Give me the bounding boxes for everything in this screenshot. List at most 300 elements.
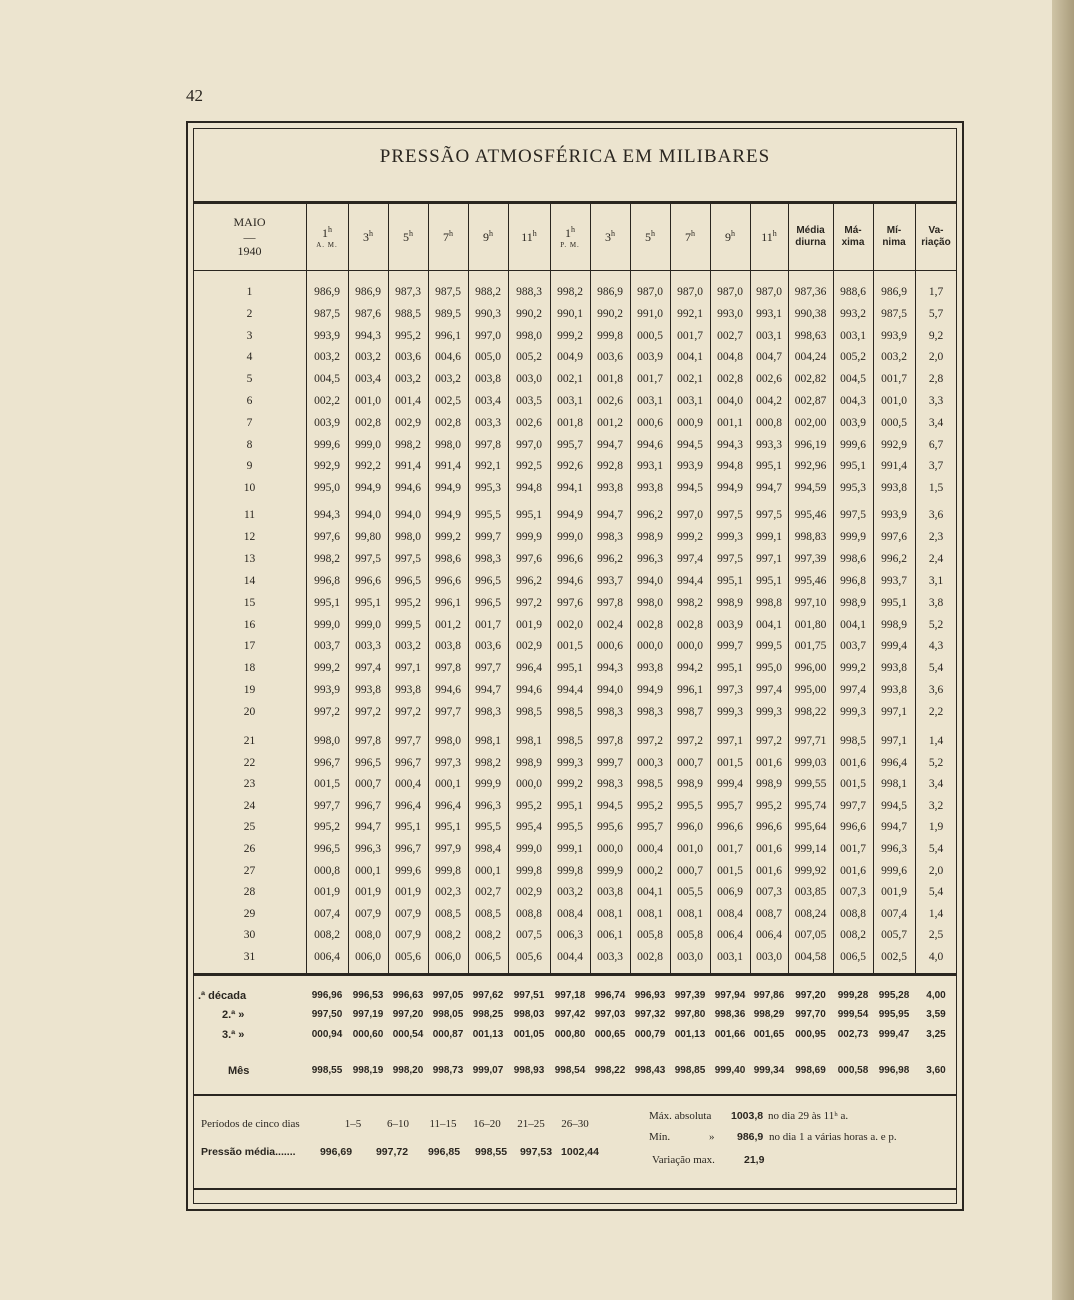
- table-cell: 995,1: [355, 596, 381, 609]
- header-month-year: [193, 204, 306, 270]
- table-cell: 005,8: [677, 929, 703, 942]
- table-cell: 005,6: [516, 951, 542, 963]
- table-cell: 001,6: [840, 756, 866, 769]
- table-cell: 997,5: [756, 509, 782, 521]
- table-cell: 993,9: [314, 684, 340, 697]
- table-cell: 999,92: [794, 864, 827, 877]
- min-abs-value: 986,9: [737, 1131, 764, 1143]
- table-cell: 003,0: [677, 951, 703, 963]
- min-ditto: »: [709, 1131, 715, 1143]
- table-cell: 998,22: [794, 706, 827, 719]
- table-cell: 995,2: [314, 821, 340, 834]
- period-range: 26–30: [561, 1118, 589, 1130]
- table-cell: 003,3: [475, 416, 501, 429]
- table-cell: 003,8: [475, 373, 501, 386]
- table-cell: 996,6: [756, 821, 782, 834]
- period-mean-pressure: 996,69: [319, 1146, 353, 1158]
- table-cell: 998,9: [840, 596, 866, 609]
- table-cell: 987,3: [395, 286, 421, 298]
- header-hour-mark: h: [611, 229, 615, 239]
- table-cell: 998,5: [516, 706, 542, 719]
- table-cell: 998,3: [475, 706, 501, 719]
- table-cell: 998,63: [794, 329, 827, 342]
- table-cell: 992,9: [881, 438, 907, 451]
- table-cell: 992,5: [516, 460, 542, 473]
- table-cell: 998,9: [516, 756, 542, 769]
- table-cell: 002,5: [435, 395, 461, 407]
- table-cell: 008,8: [516, 907, 542, 920]
- table-cell: 002,3: [435, 886, 461, 899]
- row-day: 18: [243, 662, 256, 675]
- header-hour-number: 1: [322, 226, 328, 241]
- table-cell: 005,2: [516, 351, 542, 364]
- table-cell: 006,3: [557, 929, 583, 942]
- table-cell: 996,6: [717, 821, 743, 834]
- table-cell: 990,2: [597, 307, 623, 320]
- header-media-diurna: Média diurna: [795, 225, 826, 248]
- table-cell: 001,6: [756, 843, 782, 855]
- table-cell: 3,4: [928, 416, 944, 429]
- table-cell: 991,4: [395, 460, 421, 473]
- period-range: 11–15: [429, 1118, 457, 1130]
- header-hour-value: [443, 229, 453, 244]
- table-cell: 008,2: [435, 929, 461, 942]
- table-cell: 003,9: [314, 416, 340, 429]
- table-cell: 993,7: [597, 574, 623, 587]
- table-cell: 997,4: [677, 552, 703, 565]
- table-cell: 997,1: [756, 552, 782, 565]
- table-cell: 002,9: [516, 886, 542, 899]
- table-cell: 001,8: [597, 373, 623, 386]
- table-cell: 997,1: [395, 662, 421, 675]
- row-day: 11: [243, 509, 256, 521]
- row-day: 16: [243, 618, 256, 631]
- table-cell: 002,6: [597, 395, 623, 407]
- table-cell: 008,0: [355, 929, 381, 942]
- summary-cell: 000,95: [795, 1029, 826, 1040]
- header-month: MAIO: [233, 215, 266, 230]
- table-cell: 988,2: [475, 286, 501, 298]
- table-cell: 986,9: [355, 286, 381, 298]
- table-cell: 995,74: [794, 799, 827, 812]
- table-cell: 003,2: [557, 886, 583, 899]
- table-cell: 004,58: [794, 951, 827, 963]
- table-cell: 999,6: [314, 438, 340, 451]
- table-cell: 994,6: [435, 684, 461, 697]
- summary-cell: 998,25: [472, 1009, 504, 1020]
- header-hour-5: [468, 204, 508, 270]
- table-cell: 999,0: [355, 618, 381, 631]
- table-cell: 002,7: [717, 329, 743, 342]
- period-mean-pressure: 997,53: [519, 1146, 553, 1158]
- table-cell: 997,5: [717, 552, 743, 565]
- summary-cell: 996,74: [594, 990, 626, 1001]
- footer-rule: [193, 1188, 957, 1190]
- table-cell: 001,8: [557, 416, 583, 429]
- table-cell: 995,5: [677, 799, 703, 812]
- max-abs-value: 1003,8: [731, 1110, 764, 1122]
- table-cell: 998,5: [840, 735, 866, 747]
- table-cell: 997,7: [395, 735, 421, 747]
- header-hour-mark: h: [691, 229, 695, 239]
- table-cell: 003,7: [840, 640, 866, 653]
- summary-cell: 998,43: [634, 1065, 666, 1076]
- header-hour-period: P. M.: [560, 240, 580, 249]
- table-cell: 997,2: [355, 706, 381, 719]
- table-cell: 995,00: [794, 684, 827, 697]
- table-cell: 994,0: [395, 509, 421, 521]
- table-cell: 001,5: [717, 756, 743, 769]
- summary-cell: 998,05: [432, 1009, 464, 1020]
- table-cell: 001,2: [435, 618, 461, 631]
- table-cell: 1,4: [928, 907, 944, 920]
- table-cell: 006,0: [355, 951, 381, 963]
- table-cell: 997,8: [597, 596, 623, 609]
- row-day: 14: [243, 574, 256, 587]
- table-cell: 999,2: [557, 778, 583, 791]
- header-hour-value: [685, 229, 695, 244]
- table-cell: 996,1: [435, 329, 461, 342]
- table-cell: 000,7: [355, 778, 381, 791]
- table-cell: 001,9: [881, 886, 907, 899]
- table-cell: 996,19: [794, 438, 827, 451]
- table-cell: 996,4: [395, 799, 421, 812]
- table-cell: 004,1: [840, 618, 866, 631]
- table-cell: 994,8: [717, 460, 743, 473]
- table-cell: 999,4: [717, 778, 743, 791]
- row-day: 5: [246, 373, 253, 386]
- table-cell: 003,2: [435, 373, 461, 386]
- row-day: 8: [246, 438, 253, 451]
- table-cell: 007,05: [794, 929, 827, 942]
- table-cell: 003,2: [881, 351, 907, 364]
- table-cell: 996,3: [475, 799, 501, 812]
- table-cell: 999,4: [881, 640, 907, 653]
- table-cell: 999,3: [840, 706, 866, 719]
- table-cell: 005,0: [475, 351, 501, 364]
- table-cell: 999,1: [557, 843, 583, 855]
- header-hour-number: 3: [363, 230, 369, 245]
- table-cell: 004,3: [840, 395, 866, 407]
- table-cell: 003,5: [516, 395, 542, 407]
- table-cell: 989,5: [435, 307, 461, 320]
- table-cell: 992,1: [475, 460, 501, 473]
- max-abs-label: Máx. absoluta: [649, 1110, 712, 1122]
- table-cell: 995,2: [637, 799, 663, 812]
- table-cell: 998,2: [677, 596, 703, 609]
- row-day: 15: [243, 596, 256, 609]
- table-cell: 007,9: [355, 907, 381, 920]
- table-cell: 995,7: [557, 438, 583, 451]
- table-cell: 999,8: [435, 864, 461, 877]
- table-cell: 5,7: [928, 307, 944, 320]
- table-cell: 003,2: [314, 351, 340, 364]
- table-cell: 000,0: [677, 640, 703, 653]
- table-cell: 995,3: [475, 482, 501, 495]
- table-cell: 994,5: [597, 799, 623, 812]
- table-cell: 003,9: [637, 351, 663, 364]
- table-cell: 994,8: [516, 482, 542, 495]
- table-cell: 998,3: [597, 706, 623, 719]
- table-cell: 998,3: [475, 552, 501, 565]
- header-hour-value: [725, 229, 735, 244]
- summary-cell: 997,70: [795, 1009, 826, 1020]
- table-cell: 997,7: [840, 799, 866, 812]
- row-day: 12: [243, 530, 256, 543]
- table-cell: 996,8: [840, 574, 866, 587]
- table-cell: 001,6: [756, 864, 782, 877]
- header-hour-value: [761, 229, 777, 244]
- table-cell: 002,5: [881, 951, 907, 963]
- table-cell: 5,4: [928, 886, 944, 899]
- header-dash: —: [243, 229, 256, 244]
- table-cell: 999,9: [475, 778, 501, 791]
- table-cell: 995,0: [756, 662, 782, 675]
- row-day: 30: [243, 929, 256, 942]
- table-cell: 995,46: [794, 574, 827, 587]
- table-cell: 006,9: [717, 886, 743, 899]
- summary-cell: 996,63: [392, 990, 424, 1001]
- summary-cell: 995,95: [878, 1009, 910, 1020]
- row-day: 26: [243, 843, 256, 855]
- table-cell: 997,8: [355, 735, 381, 747]
- table-cell: 995,1: [717, 574, 743, 587]
- period-mean-pressure: 996,85: [427, 1146, 461, 1158]
- table-cell: 2,0: [928, 351, 944, 364]
- table-cell: 004,1: [756, 618, 782, 631]
- table-cell: 996,5: [475, 596, 501, 609]
- row-day: 23: [243, 778, 256, 791]
- table-cell: 997,5: [395, 552, 421, 565]
- table-cell: 6,7: [928, 438, 944, 451]
- row-day: 17: [243, 640, 256, 653]
- summary-label: Mês: [228, 1065, 250, 1077]
- row-day: 21: [243, 735, 256, 747]
- table-cell: 992,9: [314, 460, 340, 473]
- table-cell: 006,1: [597, 929, 623, 942]
- table-cell: 996,6: [840, 821, 866, 834]
- table-cell: 995,4: [516, 821, 542, 834]
- row-day: 7: [246, 416, 253, 429]
- header-hour-mark: h: [328, 225, 332, 235]
- header-hour-number: 9: [483, 230, 489, 245]
- table-cell: 993,8: [881, 662, 907, 675]
- table-cell: 997,3: [435, 756, 461, 769]
- table-cell: 008,4: [717, 907, 743, 920]
- table-cell: 991,4: [435, 460, 461, 473]
- summary-cell: 997,18: [554, 990, 586, 1001]
- table-cell: 994,4: [677, 574, 703, 587]
- table-cell: 008,8: [840, 907, 866, 920]
- table-cell: 995,1: [717, 662, 743, 675]
- summary-label: 2.ª »: [222, 1009, 245, 1021]
- table-cell: 995,2: [395, 329, 421, 342]
- table-cell: 993,9: [881, 509, 907, 521]
- table-cell: 002,6: [516, 416, 542, 429]
- table-cell: 996,5: [314, 843, 340, 855]
- table-cell: 2,8: [928, 373, 944, 386]
- table-cell: 5,2: [928, 618, 944, 631]
- summary-cell: 001,13: [472, 1029, 504, 1040]
- table-cell: 994,5: [677, 482, 703, 495]
- period-range: 1–5: [344, 1118, 362, 1130]
- table-cell: 995,1: [881, 596, 907, 609]
- table-cell: 001,5: [840, 778, 866, 791]
- table-cell: 001,7: [637, 373, 663, 386]
- table-cell: 003,1: [756, 329, 782, 342]
- table-cell: 995,64: [794, 821, 827, 834]
- table-cell: 001,1: [717, 416, 743, 429]
- table-cell: 003,1: [717, 951, 743, 963]
- table-cell: 002,00: [794, 416, 827, 429]
- period-mean-pressure: 997,72: [375, 1146, 409, 1158]
- summary-cell: 3,25: [926, 1029, 946, 1040]
- summary-cell: 000,87: [432, 1029, 464, 1040]
- row-day: 31: [243, 951, 256, 963]
- table-cell: 993,8: [637, 662, 663, 675]
- table-cell: 008,1: [597, 907, 623, 920]
- table-cell: 994,5: [881, 799, 907, 812]
- table-cell: 995,1: [435, 821, 461, 834]
- table-cell: 008,1: [677, 907, 703, 920]
- table-cell: 999,9: [597, 864, 623, 877]
- row-day: 19: [243, 684, 256, 697]
- header-hour-mark: h: [532, 229, 537, 239]
- table-cell: 986,9: [881, 286, 907, 298]
- header-hour-number: 5: [403, 230, 409, 245]
- table-cell: 002,8: [717, 373, 743, 386]
- header-hour-4: [428, 204, 468, 270]
- table-cell: 995,5: [557, 821, 583, 834]
- summary-cell: 000,65: [594, 1029, 626, 1040]
- table-cell: 997,5: [355, 552, 381, 565]
- summary-cell: 997,86: [753, 990, 785, 1001]
- table-cell: 000,3: [637, 756, 663, 769]
- table-cell: 3,3: [928, 395, 944, 407]
- table-cell: 994,7: [475, 684, 501, 697]
- summary-cell: 998,20: [392, 1065, 424, 1076]
- header-variacao: Va- riação: [921, 225, 951, 248]
- table-cell: 999,8: [597, 329, 623, 342]
- table-cell: 006,5: [475, 951, 501, 963]
- table-cell: 998,1: [475, 735, 501, 747]
- table-cell: 994,7: [355, 821, 381, 834]
- table-cell: 004,4: [557, 951, 583, 963]
- table-cell: 998,3: [637, 706, 663, 719]
- table-cell: 001,9: [516, 618, 542, 631]
- row-day: 27: [243, 864, 256, 877]
- summary-cell: 996,96: [311, 990, 343, 1001]
- table-cell: 990,38: [794, 307, 827, 320]
- table-cell: 997,7: [435, 706, 461, 719]
- table-cell: 003,1: [637, 395, 663, 407]
- table-cell: 987,6: [355, 307, 381, 320]
- summary-cell: 998,29: [753, 1009, 785, 1020]
- table-cell: 006,4: [314, 951, 340, 963]
- table-cell: 996,6: [435, 574, 461, 587]
- table-cell: 3,6: [928, 509, 944, 521]
- table-cell: 996,3: [637, 552, 663, 565]
- table-cell: 993,0: [717, 307, 743, 320]
- table-cell: 3,1: [928, 574, 944, 587]
- summary-cell: 998,36: [714, 1009, 746, 1020]
- table-cell: 000,0: [597, 843, 623, 855]
- page-number: 42: [186, 86, 203, 105]
- row-day: 13: [243, 552, 256, 565]
- table-cell: 995,2: [395, 596, 421, 609]
- table-cell: 999,8: [516, 864, 542, 877]
- table-cell: 987,0: [637, 286, 663, 298]
- table-cell: 998,3: [597, 530, 623, 543]
- table-cell: 3,7: [928, 460, 944, 473]
- summary-cell: 999,40: [714, 1065, 746, 1076]
- table-cell: 000,8: [756, 416, 782, 429]
- table-cell: 995,1: [840, 460, 866, 473]
- table-cell: 995,1: [756, 460, 782, 473]
- table-cell: 992,96: [794, 460, 827, 473]
- table-cell: 003,1: [840, 329, 866, 342]
- table-cell: 987,36: [794, 286, 827, 298]
- table-cell: 006,4: [756, 929, 782, 942]
- table-cell: 988,5: [395, 307, 421, 320]
- summary-cell: 997,62: [472, 990, 504, 1001]
- table-cell: 996,1: [677, 684, 703, 697]
- table-cell: 007,3: [840, 886, 866, 899]
- header-hour-value: [605, 229, 615, 244]
- row-day: 6: [246, 395, 253, 407]
- table-cell: 003,6: [597, 351, 623, 364]
- table-cell: 994,6: [557, 574, 583, 587]
- table-cell: 999,0: [516, 843, 542, 855]
- table-cell: 996,0: [677, 821, 703, 834]
- table-cell: 002,6: [756, 373, 782, 386]
- table-cell: 994,9: [355, 482, 381, 495]
- table-cell: 004,24: [794, 351, 827, 364]
- table-cell: 004,5: [314, 373, 340, 386]
- table-cell: 003,9: [840, 416, 866, 429]
- var-max-label: Variação max.: [652, 1154, 715, 1166]
- table-cell: 007,5: [516, 929, 542, 942]
- table-cell: 993,9: [677, 460, 703, 473]
- table-cell: 998,0: [435, 438, 461, 451]
- table-cell: 000,2: [637, 864, 663, 877]
- table-cell: 001,7: [677, 329, 703, 342]
- table-cell: 996,2: [516, 574, 542, 587]
- table-cell: 003,7: [314, 640, 340, 653]
- table-cell: 994,9: [435, 482, 461, 495]
- table-cell: 995,1: [557, 799, 583, 812]
- header-hour-number: 7: [443, 230, 449, 245]
- header-hour-number: 11: [761, 230, 773, 245]
- table-cell: 993,3: [756, 438, 782, 451]
- table-cell: 995,1: [756, 574, 782, 587]
- table-cell: 002,1: [677, 373, 703, 386]
- period-range: 6–10: [387, 1118, 409, 1130]
- table-cell: 998,0: [395, 530, 421, 543]
- table-cell: 995,1: [314, 596, 340, 609]
- table-cell: 005,2: [840, 351, 866, 364]
- table-cell: 994,9: [717, 482, 743, 495]
- table-cell: 001,5: [314, 778, 340, 791]
- summary-cell: 998,85: [674, 1065, 706, 1076]
- table-cell: 994,7: [597, 438, 623, 451]
- table-cell: 997,6: [314, 530, 340, 543]
- table-cell: 994,0: [637, 574, 663, 587]
- table-cell: 997,2: [756, 735, 782, 747]
- table-cell: 993,9: [314, 329, 340, 342]
- row-day: 25: [243, 821, 256, 834]
- table-cell: 006,5: [840, 951, 866, 963]
